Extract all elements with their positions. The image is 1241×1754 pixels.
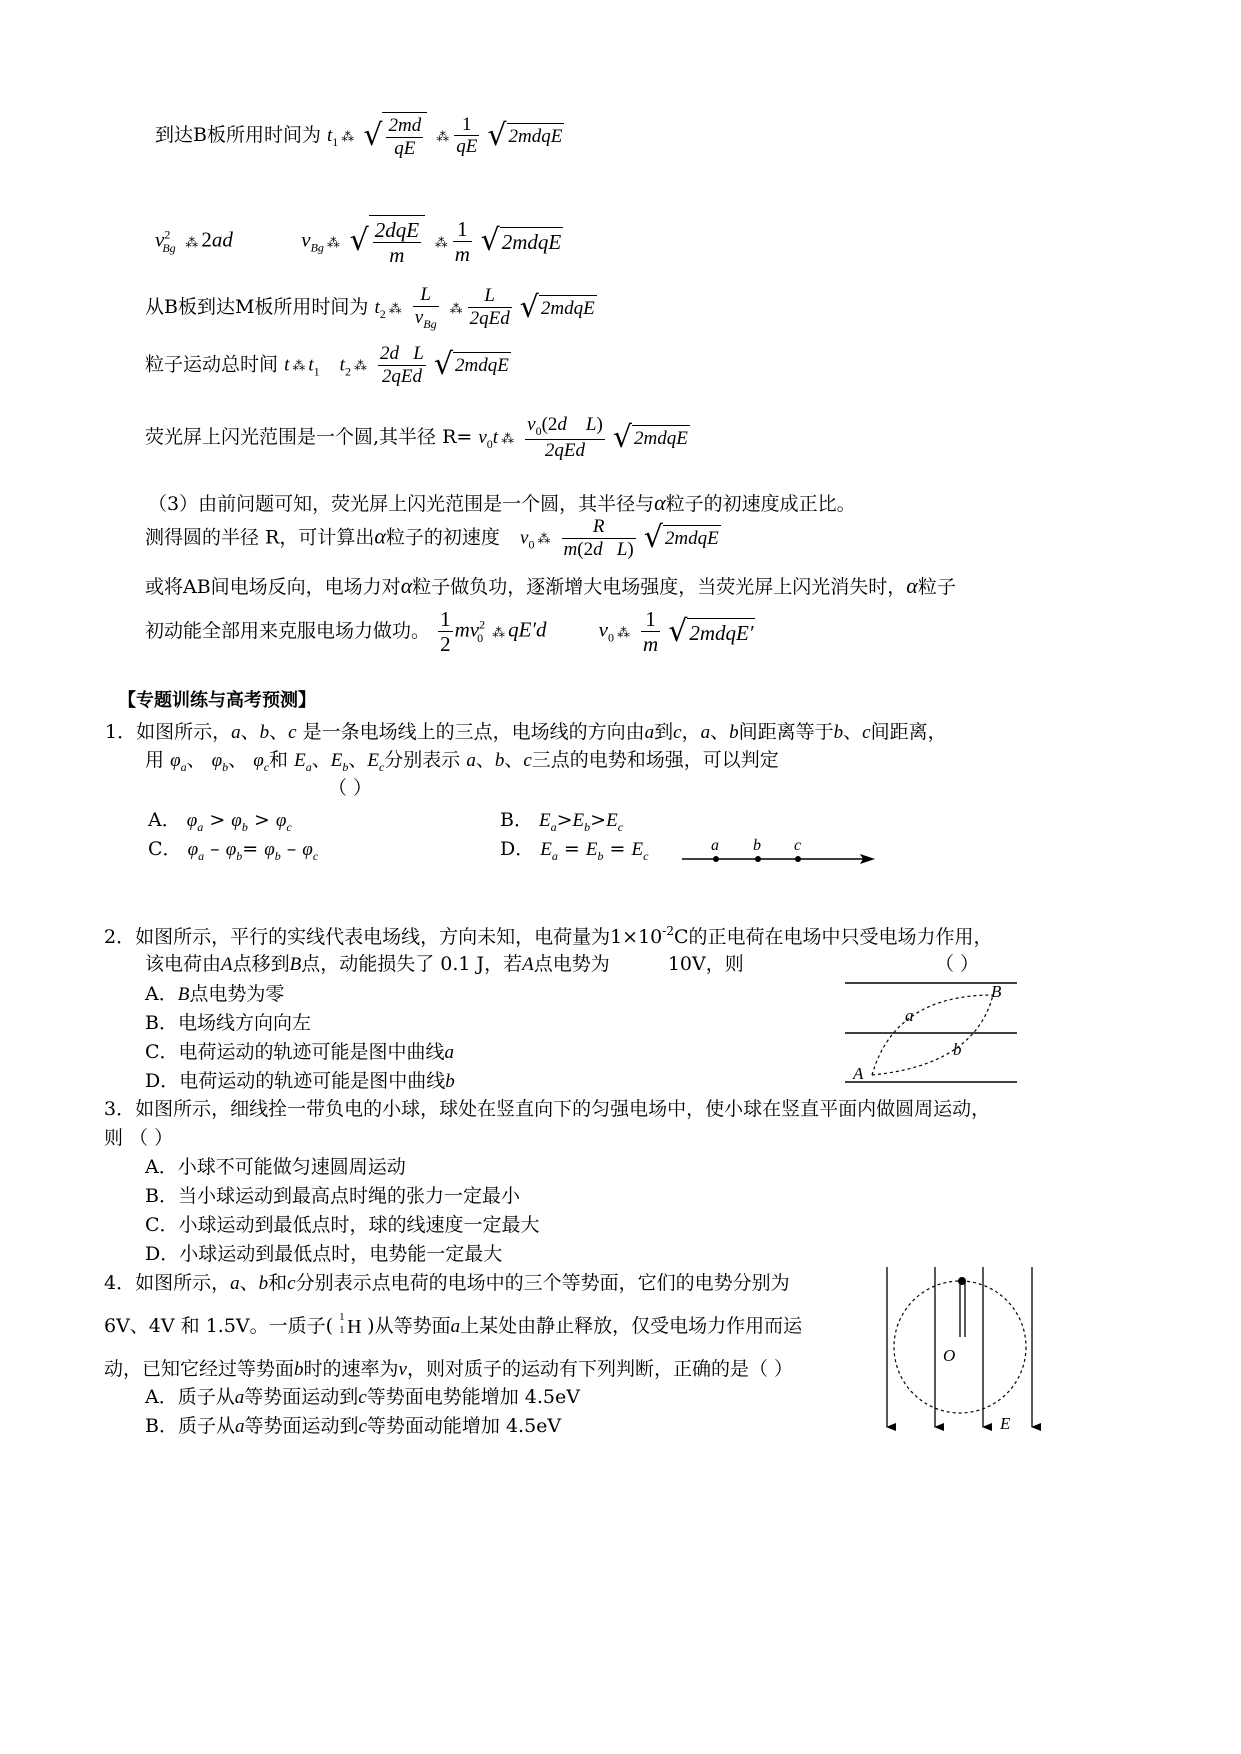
- option-letter: A．: [145, 983, 178, 1005]
- q2-option-c[interactable]: C．电荷运动的轨迹可能是图中曲线a: [145, 1041, 455, 1063]
- exponent: -2: [662, 924, 674, 938]
- text: 粒子的初速度: [385, 526, 500, 549]
- text: 动，已知它经过等势面: [104, 1358, 295, 1380]
- q3-option-b[interactable]: B．当小球运动到最高点时绳的张力一定最小: [145, 1185, 520, 1207]
- part3-line-4: 初动能全部用来克服电场力做功。 $\frac{1}{2}$ $mv^2_0$ ⁂ qE′d $v_0$ ⁂ $\frac{1}{m}$ √2mdqE′: [145, 607, 754, 657]
- q1-stem-line-2: 用 $\varphi_a$、 $\varphi_b$、 $\varphi_c$和 $E_a$、$E_b$、$E_c$分别表示 a、b、c三点的电势和场强，可以判定: [145, 749, 779, 774]
- q2-option-d[interactable]: D．电荷运动的轨迹可能是图中曲线b: [145, 1070, 455, 1092]
- text: 点电势为零: [189, 983, 285, 1005]
- text: 6V、4V 和 1.5V。一质子(: [104, 1315, 334, 1337]
- text: 用: [145, 749, 165, 771]
- text: 该电荷由: [145, 953, 222, 975]
- label: 从B板到达M板所用时间为: [145, 295, 369, 318]
- text: 点电势为: [533, 953, 610, 975]
- q2-option-b[interactable]: B．电场线方向向左: [145, 1012, 311, 1034]
- text: B．质子从: [145, 1415, 235, 1437]
- text: A．质子从: [145, 1386, 235, 1408]
- q3-option-a[interactable]: A．小球不可能做匀速圆周运动: [145, 1156, 406, 1178]
- text: 等势面运动到: [244, 1386, 359, 1408]
- label-A: A: [853, 1064, 864, 1083]
- text: 10V，则: [667, 953, 744, 975]
- text: （3）由前问题可知，荧光屏上闪光范围是一个圆，其半径与: [148, 493, 655, 515]
- q2-option-a[interactable]: A．B点电势为零: [145, 983, 285, 1005]
- section-title: 【专题训练与高考预测】: [118, 690, 316, 711]
- label-b: b: [753, 837, 761, 854]
- text: 测得圆的半径 R，可计算出: [145, 526, 375, 549]
- option-letter: D．: [500, 838, 535, 860]
- q1-option-a[interactable]: A． $\varphi_a > \varphi_b > \varphi_c$: [148, 809, 292, 834]
- q2-stem-line-2: 该电荷由A点移到B点，动能损失了 0.1 J，若A点电势为 10V，则: [145, 953, 744, 975]
- q3-stem-line-2: 则 （ ）: [104, 1127, 174, 1149]
- label-b: b: [953, 1040, 962, 1059]
- label-O: O: [943, 1346, 956, 1365]
- text: 等势面电势能增加 4.5eV: [366, 1386, 580, 1408]
- text: 点移到: [232, 953, 290, 975]
- q4-option-a[interactable]: A．质子从a等势面运动到c等势面电势能增加 4.5eV: [145, 1386, 580, 1408]
- part3-line-1: （3）由前问题可知，荧光屏上闪光范围是一个圆，其半径与α粒子的初速度成正比。: [148, 490, 856, 515]
- text: C．电荷运动的轨迹可能是图中曲线: [145, 1041, 445, 1063]
- q3-option-c[interactable]: C．小球运动到最低点时，球的线速度一定最大: [145, 1214, 540, 1236]
- option-letter: B．: [500, 809, 533, 831]
- q2-stem-line-1: [104, 924, 993, 949]
- solution-line-1: 到达B板所用时间为 $t_1$ ⁂ √ $\frac{2md}{qE}$ ⁂ $\frac{1}{qE}$ √ 2mdqE: [155, 113, 563, 159]
- solution-line-4: 粒子运动总时间 t ⁂ $t_1$ $t_2$ ⁂ $\frac{\text{2d L}}{\text{2qEd}}$ √ 2mdqE: [145, 343, 509, 387]
- q3-figure: [875, 1262, 1050, 1442]
- q2-figure: [845, 975, 1020, 1090]
- text: 和: [268, 1272, 288, 1294]
- label-E: E: [1000, 1414, 1011, 1433]
- curve-b: [872, 995, 993, 1075]
- text: 分别表示: [384, 749, 461, 771]
- label-c: c: [794, 837, 802, 854]
- option-letter: A．: [148, 809, 181, 831]
- text: D．电荷运动的轨迹可能是图中曲线: [145, 1070, 446, 1092]
- point-c: [795, 856, 801, 862]
- q2-bracket[interactable]: （ ）: [935, 953, 980, 975]
- option-letter: C．: [148, 838, 182, 860]
- solution-line-5: 荧光屏上闪光范围是一个圆,其半径 $R= v_0t$ ⁂ $\frac{v_0(2d L)}{\text{2qEd}}$ √ 2mdqE: [145, 414, 688, 461]
- text: )从等势面: [367, 1315, 451, 1337]
- text: 粒子做负功，逐渐增大电场强度，当荧光屏上闪光消失时，: [412, 576, 907, 598]
- text: C的正电荷在电场中只受电场力作用，: [673, 926, 993, 948]
- q1-figure: [680, 835, 880, 870]
- text: 或将AB间电场反向，电场力对: [145, 576, 401, 598]
- label-B: B: [991, 982, 1002, 1001]
- text: 等势面运动到: [244, 1415, 359, 1437]
- text: 三点的电势和场强，可以判定: [531, 749, 779, 771]
- label-a: a: [905, 1006, 914, 1025]
- label: 粒子运动总时间: [145, 353, 279, 376]
- text: 初动能全部用来克服电场力做功。: [145, 620, 431, 643]
- text: 点，动能损失了 0.1 J，若: [301, 953, 523, 975]
- text: 间距离等于: [738, 721, 834, 743]
- label: 荧光屏上闪光范围是一个圆,其半径 R=: [145, 425, 473, 448]
- point-a: [713, 856, 719, 862]
- q3-stem-line-1: 3．如图所示，细线拴一带负电的小球，球处在竖直向下的匀强电场中，使小球在竖直平面内做圆周运动，: [104, 1098, 991, 1120]
- q1-option-c[interactable]: C． $\varphi_a - \varphi_b= \varphi_b - \varphi_c$: [148, 838, 319, 863]
- q4-option-b[interactable]: B．质子从a等势面运动到c等势面动能增加 4.5eV: [145, 1415, 562, 1437]
- text: 分别表示点电荷的电场中的三个等势面，它们的电势分别为: [295, 1272, 790, 1294]
- solution-line-3: 从B板到达M板所用时间为 $t_2$ ⁂ $\frac{L}{v_{Bg}}$ ⁂ $\frac{L}{\text{2qEd}}$ √ 2mdqE: [145, 284, 595, 331]
- q3-option-d[interactable]: D．小球运动到最低点时，电势能一定最大: [145, 1243, 503, 1265]
- text: 2．如图所示，平行的实线代表电场线，方向未知，电荷量为1×10: [104, 926, 663, 948]
- text: 粒子: [917, 576, 956, 598]
- text: 1．如图所示，: [105, 721, 232, 743]
- part3-line-2: 测得圆的半径 R，可计算出α粒子的初速度 $v_0$ ⁂ $\frac{R}{\text{m(2d L)}}$ √ 2mdqE: [145, 516, 719, 560]
- label: 到达B板所用时间为: [155, 123, 321, 146]
- text: 间距离，: [870, 721, 947, 743]
- text: 时的速率为: [303, 1358, 399, 1380]
- curve-a: [872, 995, 993, 1075]
- q4-stem-line-2: 6V、4V 和 1.5V。一质子( 1 1 H )从等势面a上某处由静止释放，仅受电场力作用而运: [104, 1311, 803, 1338]
- q4-stem-line-1: 4．如图所示，a、b和c分别表示点电荷的电场中的三个等势面，它们的电势分别为: [104, 1272, 790, 1294]
- label-a: a: [711, 837, 719, 854]
- point-b: [755, 856, 761, 862]
- solution-line-2: $v^2_{Bg}$ ⁂ 2ad $v_{Bg}$ ⁂ √ $\frac{\text{2dqE}}{m}$ ⁂ $\frac{1}{m}$ √2mdqE: [155, 216, 562, 268]
- text: 到: [654, 721, 674, 743]
- text: 4．如图所示，: [104, 1272, 231, 1294]
- text: 是一条电场线上的三点，电场线的方向由: [302, 721, 645, 743]
- text: 上某处由静止释放，仅受电场力作用而运: [460, 1315, 803, 1337]
- text: 等势面动能增加 4.5eV: [366, 1415, 562, 1437]
- q1-stem-line-1: 1．如图所示，a、b、c 是一条电场线上的三点，电场线的方向由a到c，a、b间距离等于b、c间距离，: [105, 721, 947, 743]
- ball: [958, 1277, 966, 1285]
- text: 粒子的初速度成正比。: [665, 493, 856, 515]
- q1-option-b[interactable]: B． $E_a>E_b>E_c$: [500, 809, 624, 834]
- q1-bracket[interactable]: （ ）: [328, 777, 373, 799]
- q1-option-d[interactable]: D． $E_a = E_b = E_c$: [500, 838, 649, 863]
- q4-stem-line-3: 动，已知它经过等势面b时的速率为v，则对质子的运动有下列判断，正确的是（ ）: [104, 1358, 794, 1380]
- part3-line-3: 或将AB间电场反向，电场力对α粒子做负功，逐渐增大电场强度，当荧光屏上闪光消失时，α粒子: [145, 573, 956, 598]
- text: ，则对质子的运动有下列判断，正确的是（ ）: [406, 1358, 794, 1380]
